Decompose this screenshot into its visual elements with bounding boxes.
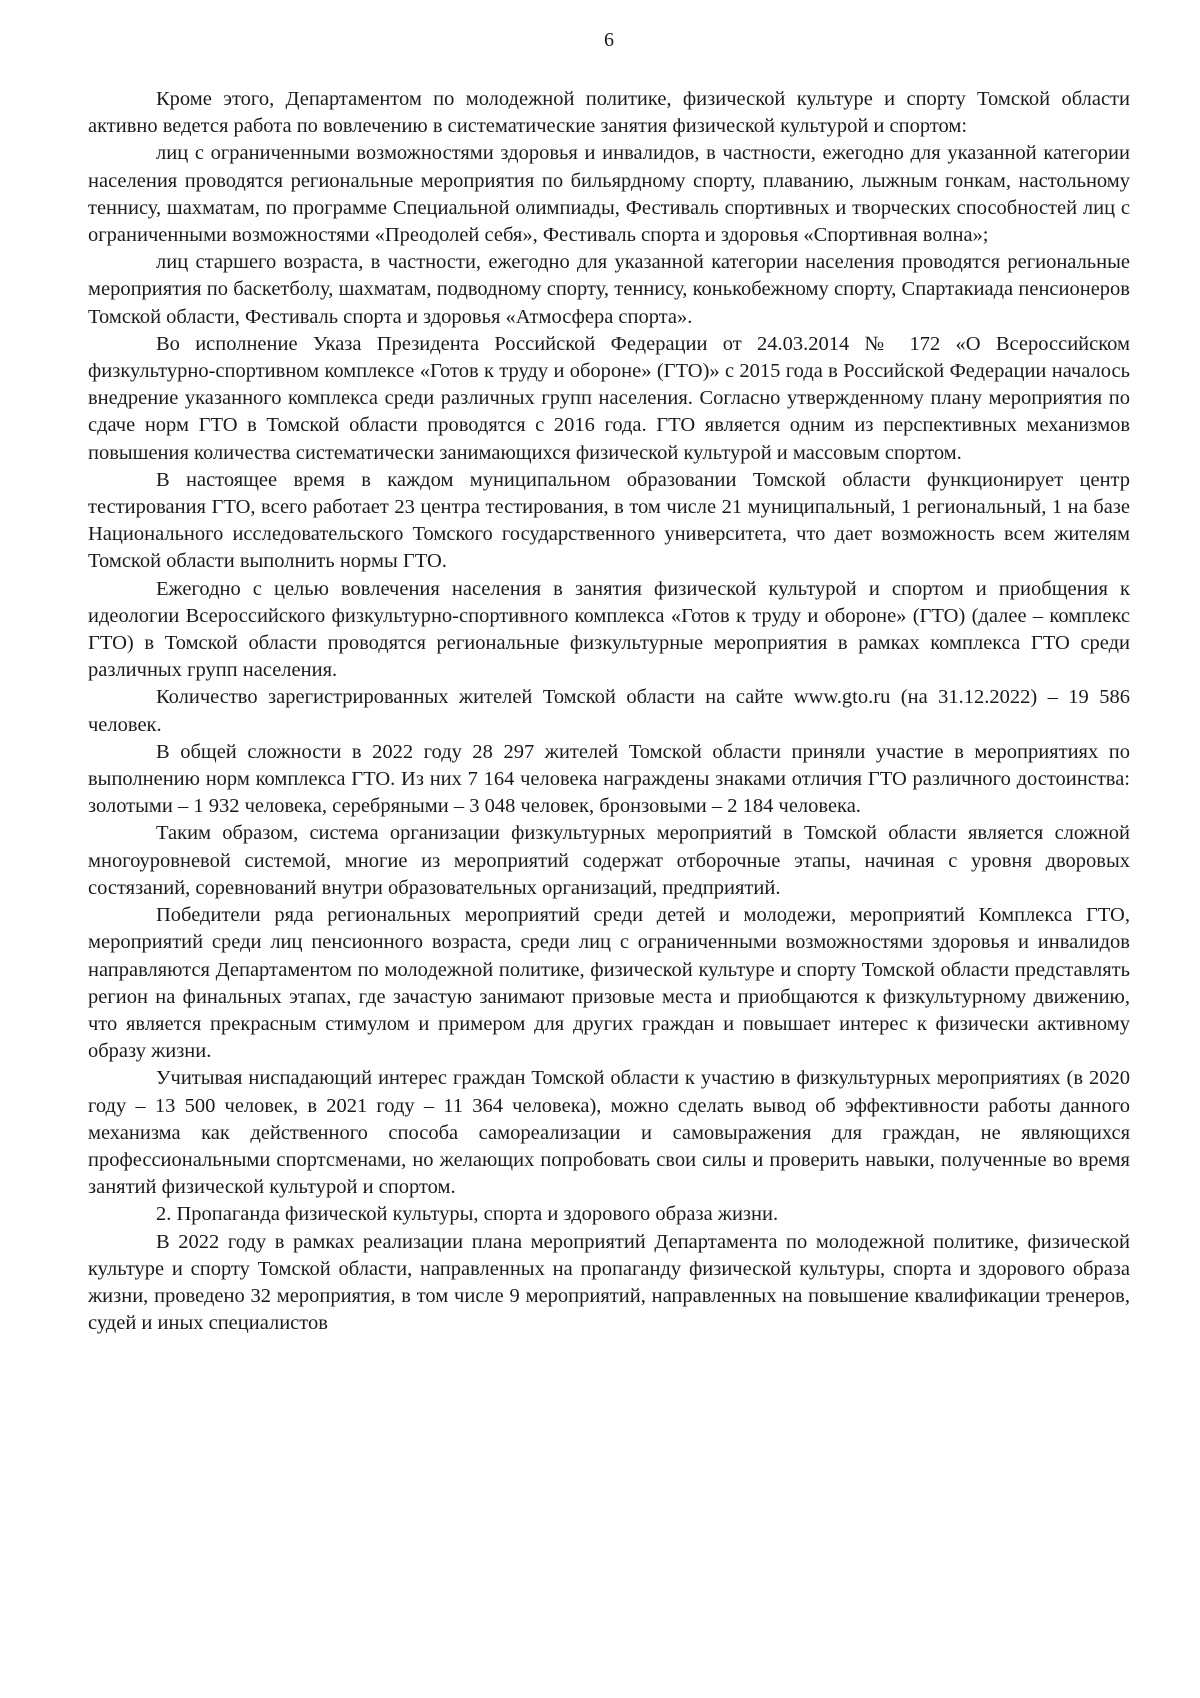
paragraph-intro: Кроме этого, Департаментом по молодежной политике, физической культуре и спорту Томской области активно ведется работа по вовлечению в систематические занятия физической культурой и спортом: xyxy=(88,88,1130,138)
paragraph-gto-registered: Количество зарегистрированных жителей Томской области на сайте www.gto.ru (на 31.12.2022) – 19 586 человек. xyxy=(88,686,1130,736)
paragraph-system: Таким образом, система организации физкультурных мероприятий в Томской области является сложной многоуровневой системой, многие из мероприятий содержат отборочные этапы, начиная с уровня дворовых состязаний, соревнований внутри образовательных организаций, предприятий. xyxy=(88,822,1130,899)
paragraph-gto-decree: Во исполнение Указа Президента Российской Федерации от 24.03.2014 № 172 «О Всероссийском физкультурно-спортивном комплексе «Готов к труду и обороне» (ГТО)» с 2015 года в Российской Федерации началось внедрение указанного комплекса среди различных групп населения. Согласно утвержденному плану мероприятия по сдаче норм ГТО в Томской области проводятся с 2016 года. ГТО является одним из перспективных механизмов повышения количества систематически занимающихся физической культурой и массовым спортом. xyxy=(88,332,1130,464)
paragraph-gto-participants: В общей сложности в 2022 году 28 297 жителей Томской области приняли участие в мероприятиях по выполнению норм комплекса ГТО. Из них 7 164 человека награждены знаками отличия ГТО различного достоинства: золотыми – 1 932 человека, серебряными – 3 048 человек, бронзовыми – 2 184 человека. xyxy=(88,740,1130,818)
paragraph-winners: Победители ряда региональных мероприятий среди детей и молодежи, мероприятий Комплекса ГТО, мероприятий среди лиц пенсионного возраста, среди лиц с ограниченными возможностями здоровья и инвалидов направляются Департаментом по молодежной политике, физической культуре и спорту Томской области представлять регион на финальных этапах, где зачастую занимают призовые места и приобщаются к физкультурному движению, что является прекрасным стимулом и примером для других граждан и повышает интерес к физически активному образу жизни. xyxy=(88,904,1130,1063)
paragraph-propaganda-events: В 2022 году в рамках реализации плана мероприятий Департамента по молодежной политике, физической культуре и спорту Томской области, направленных на пропаганду физической культуры, спорта и здорового образа жизни, проведено 32 мероприятия, в том числе 9 мероприятий, направленных на повышение квалификации тренеров, судей и иных специалистов xyxy=(88,1230,1130,1335)
paragraph-senior-persons: лиц старшего возраста, в частности, ежегодно для указанной категории населения проводятся региональные мероприятия по баскетболу, шахматам, подводному спорту, теннису, конькобежному спорту, Спартакиада пенсионеров Томской области, Фестиваль спорта и здоровья «Атмосфера спорта». xyxy=(88,251,1130,328)
document-body xyxy=(88,86,1130,1337)
paragraph-disabled-persons: лиц с ограниченными возможностями здоровья и инвалидов, в частности, ежегодно для указанной категории населения проводятся региональные мероприятия по бильярдному спорту, плаванию, лыжным гонкам, настольному теннису, шахматам, по программе Специальной олимпиады, Фестиваль спортивных и творческих способностей лиц с ограниченными возможностями «Преодолей себя», Фестиваль спорта и здоровья «Спортивная волна»; xyxy=(88,142,1130,247)
paragraph-interest: Учитывая ниспадающий интерес граждан Томской области к участию в физкультурных мероприятиях (в 2020 году – 13 500 человек, в 2021 году – 11 364 человека), можно сделать вывод об эффективности работы данного механизма как действенного способа самореализации и самовыражения для граждан, не являющихся профессиональными спортсменами, но желающих попробовать свои силы и проверить навыки, полученные во время занятий физической культурой и спортом. xyxy=(88,1067,1130,1199)
page-number: 6 xyxy=(604,29,614,51)
paragraph-gto-events: Ежегодно с целью вовлечения населения в занятия физической культурой и спортом и приобщения к идеологии Всероссийского физкультурно-спортивного комплекса «Готов к труду и обороне» (ГТО) (далее – комплекс ГТО) в Томской области проводятся региональные физкультурные мероприятия в рамках комплекса ГТО среди различных групп населения. xyxy=(88,577,1130,682)
paragraph-gto-centers: В настоящее время в каждом муниципальном образовании Томской области функционирует центр тестирования ГТО, всего работает 23 центра тестирования, в том числе 21 муниципальный, 1 региональный, 1 на базе Национального исследовательского Томского государственного университета, что дает возможность всем жителям Томской области выполнить нормы ГТО. xyxy=(88,468,1130,573)
section-heading-propaganda: 2. Пропаганда физической культуры, спорта и здорового образа жизни. xyxy=(156,1203,779,1226)
